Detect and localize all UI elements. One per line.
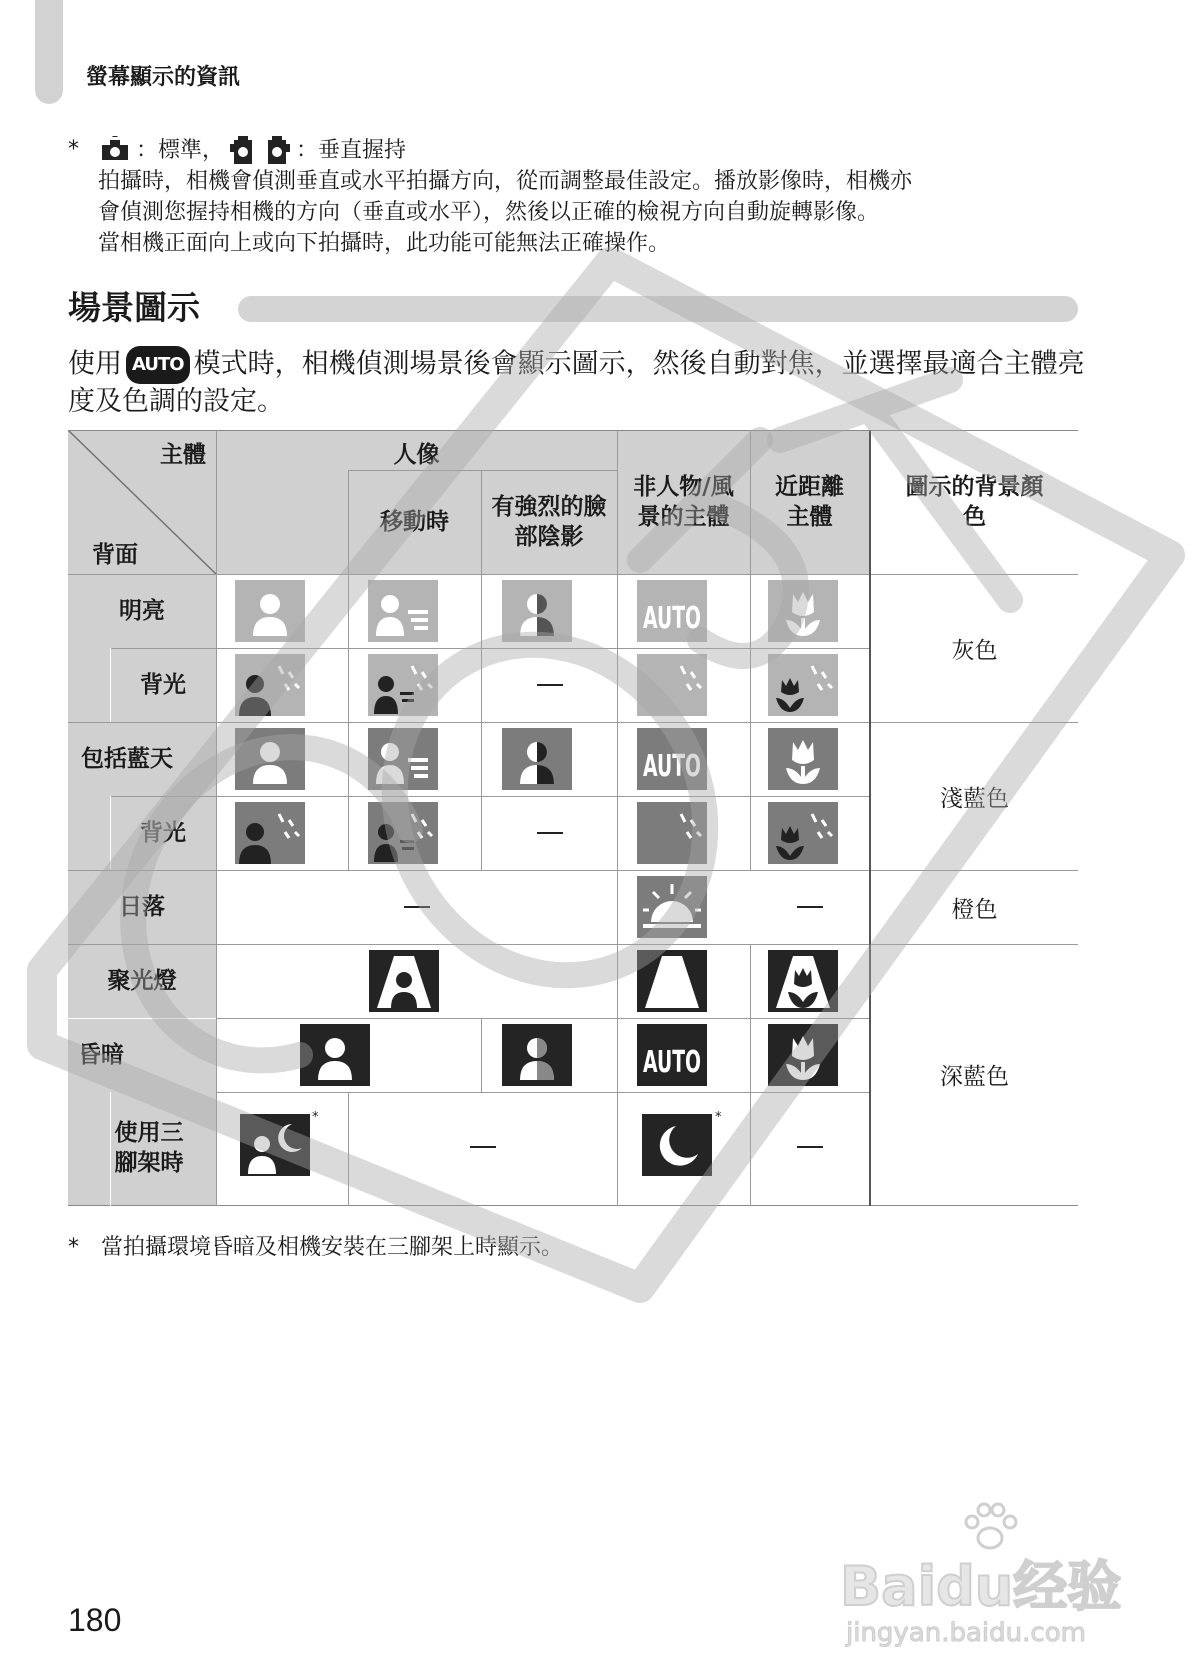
not-applicable-dash: [537, 832, 563, 834]
page-tab-marker: [35, 0, 63, 104]
header-moving: 移動時: [380, 509, 449, 535]
baidu-logo-text: Baidu经验: [840, 1555, 1122, 1618]
not-applicable-dash: [797, 1146, 823, 1148]
footnote-asterisk: *: [68, 1235, 79, 1260]
note-asterisk: *: [68, 137, 79, 162]
header-bgcolor: 圖示的背景顏色: [905, 474, 1044, 530]
spotlight-icon: [637, 950, 707, 1012]
macro-tulip-icon: [768, 1024, 838, 1086]
row-tripod: 使用三腳架時: [114, 1120, 184, 1176]
header-closeup: 近距離主體: [775, 474, 844, 530]
section-title: 場景圖示: [68, 288, 200, 327]
auto-icon: [637, 1024, 707, 1086]
macro-tulip-icon: [768, 728, 838, 790]
portrait-icon: [235, 728, 305, 790]
intro-text-after: 模式時，相機偵測場景後會顯示圖示，然後自動對焦，並選擇最適合主體亮度及色調的設定。: [68, 348, 1085, 417]
portrait-moving-backlight-icon: [368, 802, 438, 864]
section-rule: [238, 296, 1078, 322]
intro-paragraph: [68, 346, 1088, 420]
portrait-dark-icon: [300, 1024, 370, 1086]
not-applicable-dash: [470, 1146, 496, 1148]
color-orange: 橙色: [951, 896, 998, 923]
note-line: 會偵測您握持相機的方向（垂直或水平），然後以正確的檢視方向自動旋轉影像。: [98, 200, 880, 225]
intro-text-before: 使用: [68, 348, 122, 380]
row-bright: 明亮: [119, 598, 165, 624]
note-line: 拍攝時，相機會偵測垂直或水平拍攝方向，從而調整最佳設定。播放影像時，相機亦: [98, 169, 913, 194]
not-applicable-dash: [404, 906, 430, 908]
standard-grip-label: ：標準，: [136, 137, 225, 163]
spotlight-portrait-icon: [369, 950, 439, 1012]
row-backlight-1: 背光: [110, 648, 216, 722]
section-heading: [68, 286, 1078, 330]
macro-tulip-icon: [768, 580, 838, 642]
portrait-backlight-icon: [235, 654, 305, 716]
color-dark-blue: 深藍色: [940, 1063, 1009, 1090]
vertical-grip-label: ：垂直握持: [296, 137, 407, 163]
auto-icon: [637, 728, 707, 790]
not-applicable-dash: [537, 684, 563, 686]
footnote-text: 當拍攝環境昏暗及相機安裝在三腳架上時顯示。: [101, 1235, 564, 1260]
color-gray: 灰色: [951, 637, 998, 664]
row-spotlight: 聚光燈: [107, 968, 177, 994]
baidu-url: jingyan.baidu.com: [846, 1618, 1086, 1648]
baidu-watermark: [840, 1500, 1140, 1660]
night-portrait-icon: [240, 1114, 310, 1176]
portrait-moving-icon: [368, 728, 438, 790]
sunset-icon: [637, 876, 707, 938]
tripod-asterisk: *: [715, 1110, 722, 1125]
portrait-shadow-icon: [502, 728, 572, 790]
spotlight-macro-icon: [768, 950, 838, 1012]
portrait-moving-backlight-icon: [368, 654, 438, 716]
row-blue-sky: 包括藍天: [81, 746, 173, 772]
portrait-backlight-icon: [235, 802, 305, 864]
camera-standard-icon: [98, 136, 132, 164]
portrait-moving-icon: [368, 580, 438, 642]
footnote: [68, 1230, 563, 1261]
macro-backlight-icon: [768, 654, 838, 716]
header-portrait: 人像: [393, 442, 440, 468]
header-title: 螢幕顯示的資訊: [86, 65, 241, 90]
header-shadow: 有強烈的臉部陰影: [491, 494, 607, 550]
not-applicable-dash: [797, 906, 823, 908]
note-line: 當相機正面向上或向下拍攝時，此功能可能無法正確操作。: [98, 231, 671, 256]
night-scene-icon: [642, 1114, 712, 1176]
color-light-blue: 淺藍色: [940, 785, 1009, 812]
corner-subject-label: 主體: [160, 442, 206, 468]
camera-vertical-left-icon: [228, 134, 258, 166]
auto-mode-icon: AUTO: [126, 346, 190, 384]
portrait-shadow-icon: [502, 580, 572, 642]
auto-icon: [637, 580, 707, 642]
header-nonperson: 非人物/風景的主體: [633, 474, 734, 530]
portrait-icon: [235, 580, 305, 642]
corner-background-label: 背面: [92, 542, 138, 568]
backlight-icon: [637, 802, 707, 864]
camera-vertical-right-icon: [262, 134, 292, 166]
row-sunset: 日落: [119, 894, 165, 920]
row-dark: 昏暗: [78, 1042, 124, 1068]
macro-backlight-icon: [768, 802, 838, 864]
scene-icon-table: [68, 430, 1078, 1206]
orientation-note: [68, 134, 1098, 259]
portrait-shadow-dark-icon: [502, 1024, 572, 1086]
tripod-asterisk: *: [312, 1110, 319, 1125]
backlight-icon: [637, 654, 707, 716]
row-backlight-2: 背光: [140, 820, 186, 846]
page-number: 180: [68, 1602, 122, 1638]
